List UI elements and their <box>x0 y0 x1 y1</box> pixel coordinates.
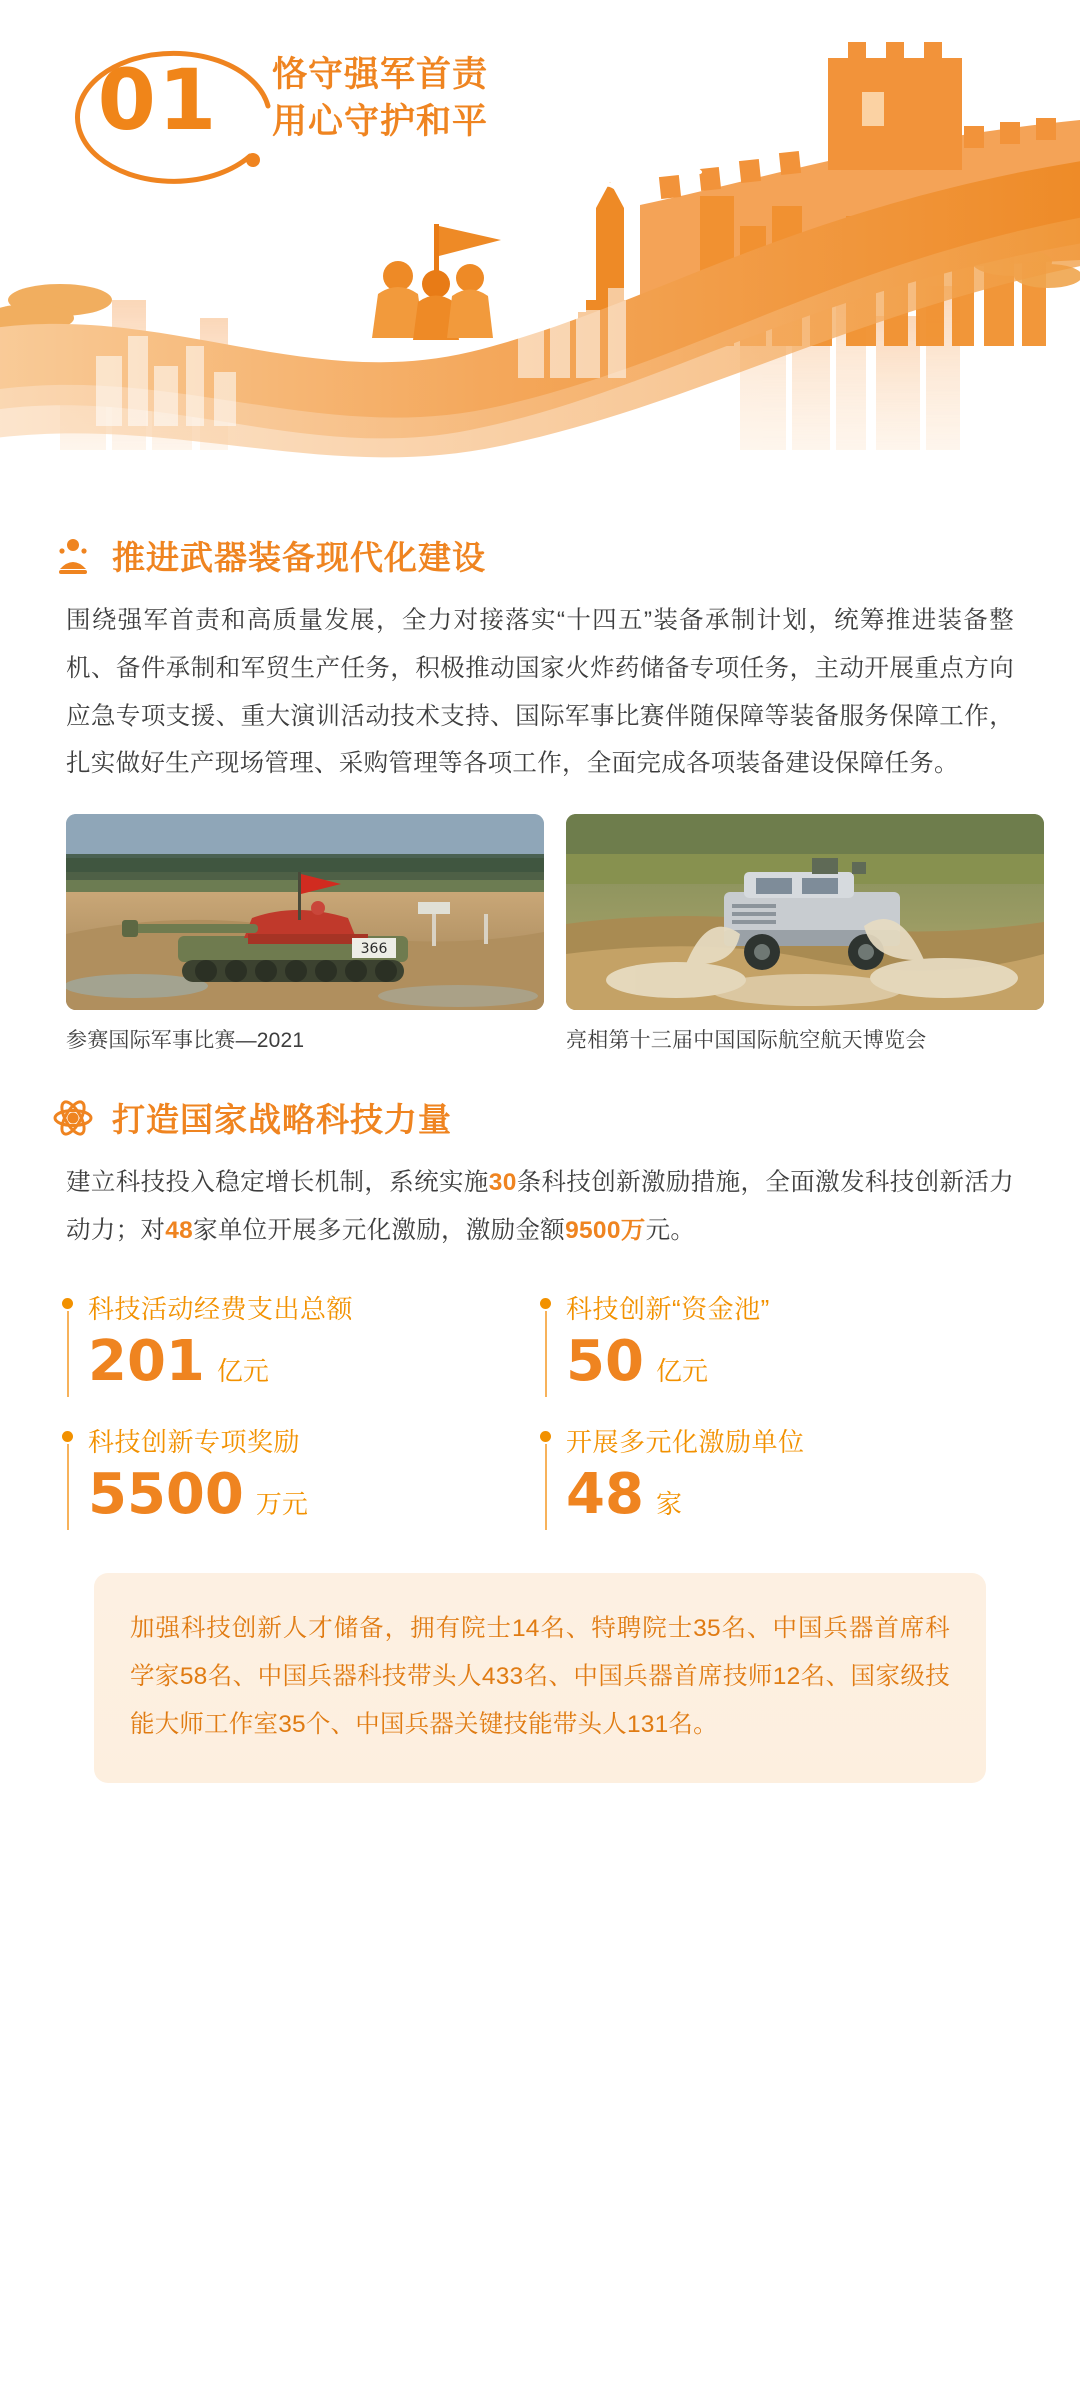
svg-text:366: 366 <box>360 941 388 958</box>
hero-number: 01 <box>97 51 219 149</box>
weapon-modernization-icon <box>52 535 94 577</box>
bullet-dot-icon <box>540 1431 551 1442</box>
bullet-dot-icon <box>62 1298 73 1309</box>
section-heading-tech <box>52 1094 1028 1141</box>
stat-label: 开展多元化激励单位 <box>566 1426 805 1457</box>
hero-title-line-2: 用心守护和平 <box>272 101 489 141</box>
stats-grid <box>52 1289 1028 1556</box>
photo-card-vehicle <box>566 814 1044 1054</box>
photo-row <box>52 814 1028 1054</box>
armored-vehicle-photo <box>566 814 1044 1010</box>
section-title-tech: 打造国家战略科技力量 <box>112 1101 452 1139</box>
talent-note-box <box>94 1573 986 1782</box>
photo-caption-vehicle: 亮相第十三届中国国际航空航天博览会 <box>566 1029 927 1053</box>
stat-value: 48 <box>566 1461 644 1527</box>
stat-item <box>62 1289 540 1422</box>
stat-value: 50 <box>566 1328 644 1394</box>
photo-caption-tank: 参赛国际军事比赛—2021 <box>66 1029 305 1053</box>
stat-value: 201 <box>88 1328 205 1394</box>
paragraph-text: 家单位开展多元化激励，激励金额 <box>193 1216 566 1244</box>
hero-number-badge <box>72 42 244 158</box>
highlight-number: 9500万 <box>565 1216 646 1244</box>
stat-unit: 家 <box>655 1488 682 1519</box>
section-paragraph-tech <box>52 1159 1028 1255</box>
bullet-dot-icon <box>540 1298 551 1309</box>
page-title <box>272 52 488 145</box>
talent-note-text: 加强科技创新人才储备，拥有院士14名、特聘院士35名、中国兵器首席科学家58名、中国兵器科技带头人433名、中国兵器首席技师12名、国家级技能大师工作室35个、中国兵器关键技能带头人131名。 <box>130 1615 950 1738</box>
stat-item <box>540 1422 1018 1555</box>
tank-competition-photo <box>66 814 544 1010</box>
stat-divider <box>67 1311 69 1397</box>
paragraph-text: 建立科技投入稳定增长机制，系统实施 <box>66 1169 489 1197</box>
section-heading-weapon <box>52 532 1028 579</box>
stat-item <box>540 1289 1018 1422</box>
stat-label: 科技活动经费支出总额 <box>88 1293 354 1324</box>
stat-label: 科技创新专项奖励 <box>88 1426 301 1457</box>
content-area <box>0 532 1080 1783</box>
stat-divider <box>545 1444 547 1530</box>
bullet-dot-icon <box>62 1431 73 1442</box>
hero-title-line-1: 恪守强军首责 <box>272 55 489 94</box>
paragraph-text: 条科技创新激励措施，全面激发科技创新活力动力；对 <box>66 1169 1014 1244</box>
highlight-number: 30 <box>488 1169 517 1197</box>
section-title-weapon: 推进武器装备现代化建设 <box>112 539 486 576</box>
stat-value: 5500 <box>88 1461 244 1527</box>
stat-label: 科技创新“资金池” <box>566 1293 770 1324</box>
photo-card-tank <box>66 814 544 1054</box>
highlight-number: 48 <box>165 1216 194 1244</box>
stat-unit: 亿元 <box>216 1355 269 1386</box>
stat-divider <box>545 1311 547 1397</box>
stat-unit: 万元 <box>255 1488 308 1519</box>
hero-banner <box>0 0 1080 510</box>
stat-item <box>62 1422 540 1555</box>
paragraph-text: 元。 <box>645 1216 696 1244</box>
section-paragraph-weapon: 围绕强军首责和高质量发展，全力对接落实“十四五”装备承制计划，统筹推进装备整机、备件承制和军贸生产任务，积极推动国家火炸药储备专项任务，主动开展重点方向应急专项支援、重大演训活动技术支持、国际军事比赛伴随保障等装备服务保障工作，扎实做好生产现场管理、采购管理等各项工作，全面完成各项装备建设保障任务。 <box>66 607 1014 778</box>
stat-divider <box>67 1444 69 1530</box>
science-technology-icon <box>52 1097 94 1139</box>
stat-unit: 亿元 <box>655 1355 708 1386</box>
